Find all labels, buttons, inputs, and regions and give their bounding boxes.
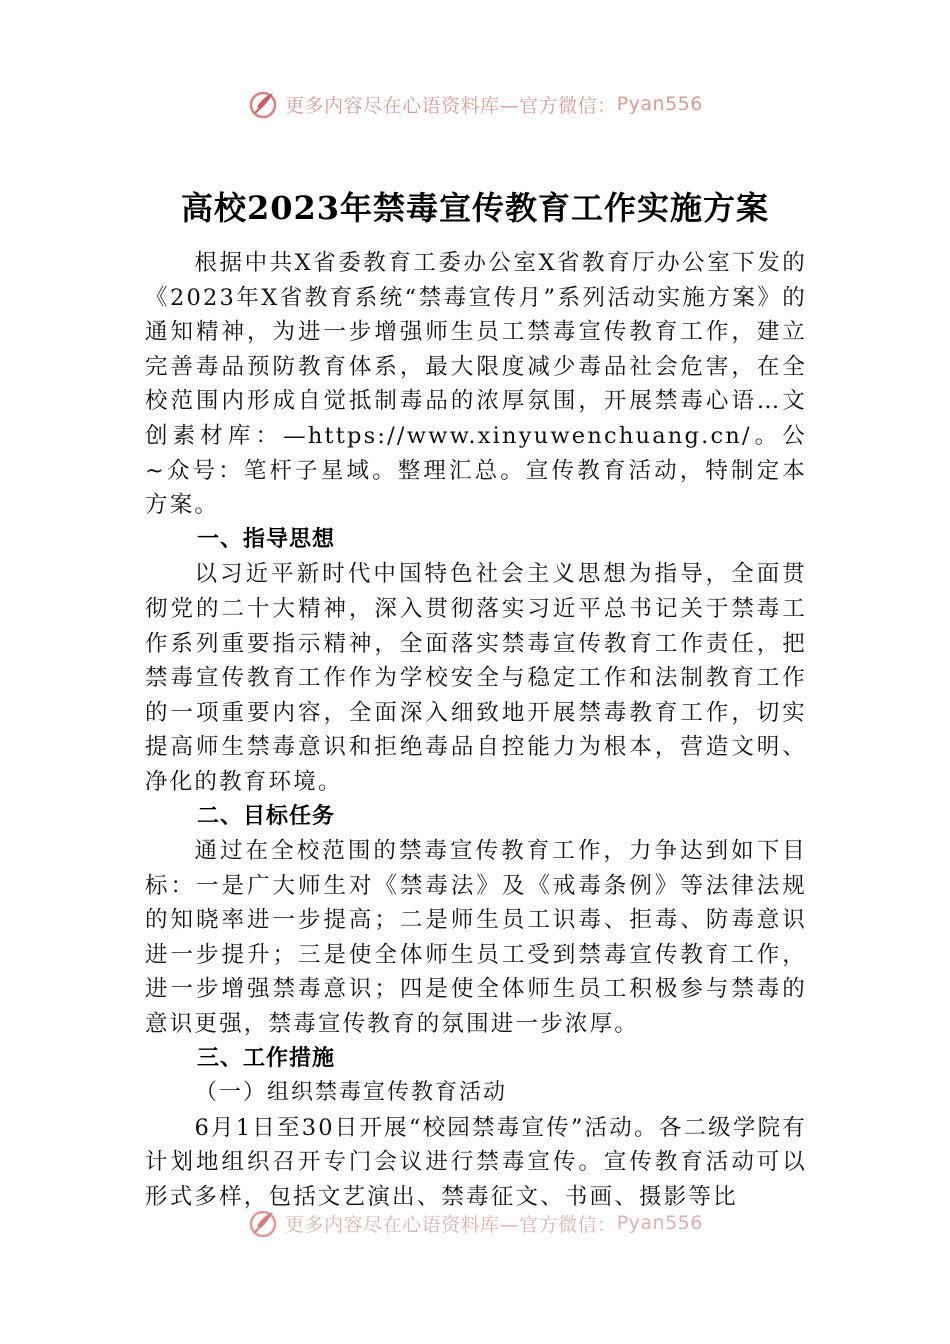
watermark-text-id: Pyan556	[616, 93, 703, 115]
heading-goals: 二、目标任务	[197, 803, 336, 829]
document-body	[145, 246, 807, 1216]
intro-paragraph: 根据中共X省委教育工委办公室X省教育厅办公室下发的《2023年X省教育系统“禁毒宣传月”系列活动实施方案》的通知精神，为进一步增强师生员工禁毒宣传教育工作，建立完善毒品预防教育体系，最大限度减少毒品社会危害，在全校范围内形成自觉抵制毒品的浓厚氛围，开展禁毒心语…文创素材库：—https://www.xinyuwenchuang.cn/。公~众号：笔杆子星域。整理汇总。宣传教育活动，特制定本方案。	[145, 250, 807, 519]
watermark-header	[0, 84, 950, 124]
watermark-text-wechat: —官方微信：	[499, 94, 617, 117]
watermark-footer-text-wechat: —官方微信：	[499, 1213, 617, 1236]
guiding-ideology-paragraph: 以习近平新时代中国特色社会主义思想为指导，全面贯彻党的二十大精神，深入贯彻落实习近平总书记关于禁毒工作系列重要指示精神，全面落实禁毒宣传教育工作责任，把禁毒宣传教育工作作为学校安全与稳定工作和法制教育工作的一项重要内容，全面深入细致地开展禁毒教育工作，切实提高师生禁毒意识和拒绝毒品自控能力为根本，营造文明、净化的教育环境。	[145, 561, 807, 795]
measures-paragraph: 6月1日至30日开展“校园禁毒宣传”活动。各二级学院有计划地组织召开专门会议进行禁毒宣传。宣传教育活动可以形式多样，包括文艺演出、禁毒征文、书画、摄影等比	[145, 1114, 807, 1211]
watermark-footer-text-cn: 更多内容尽在心语资料库	[285, 1213, 500, 1236]
heading-measures: 三、工作措施	[197, 1045, 336, 1071]
goals-paragraph: 通过在全校范围的禁毒宣传教育工作，力争达到如下目标：一是广大师生对《禁毒法》及《戒毒条例》等法律法规的知晓率进一步提高；二是师生员工识毒、拒毒、防毒意识进一步提升；三是使全体师生员工受到禁毒宣传教育工作，进一步增强禁毒意识；四是使全体师生员工积极参与禁毒的意识更强，禁毒宣传教育的氛围进一步浓厚。	[145, 838, 807, 1038]
watermark-footer-text-id: Pyan556	[616, 1212, 703, 1234]
watermark-text-cn: 更多内容尽在心语资料库	[285, 94, 500, 117]
pen-logo-icon-footer	[247, 1206, 281, 1240]
heading-guiding-ideology: 一、指导思想	[197, 526, 336, 552]
watermark-footer	[0, 1203, 950, 1243]
pen-logo-icon	[247, 87, 281, 121]
document-title: 高校2023年禁毒宣传教育工作实施方案	[180, 189, 770, 227]
subheading-activities: （一）组织禁毒宣传教育活动	[195, 1080, 508, 1106]
